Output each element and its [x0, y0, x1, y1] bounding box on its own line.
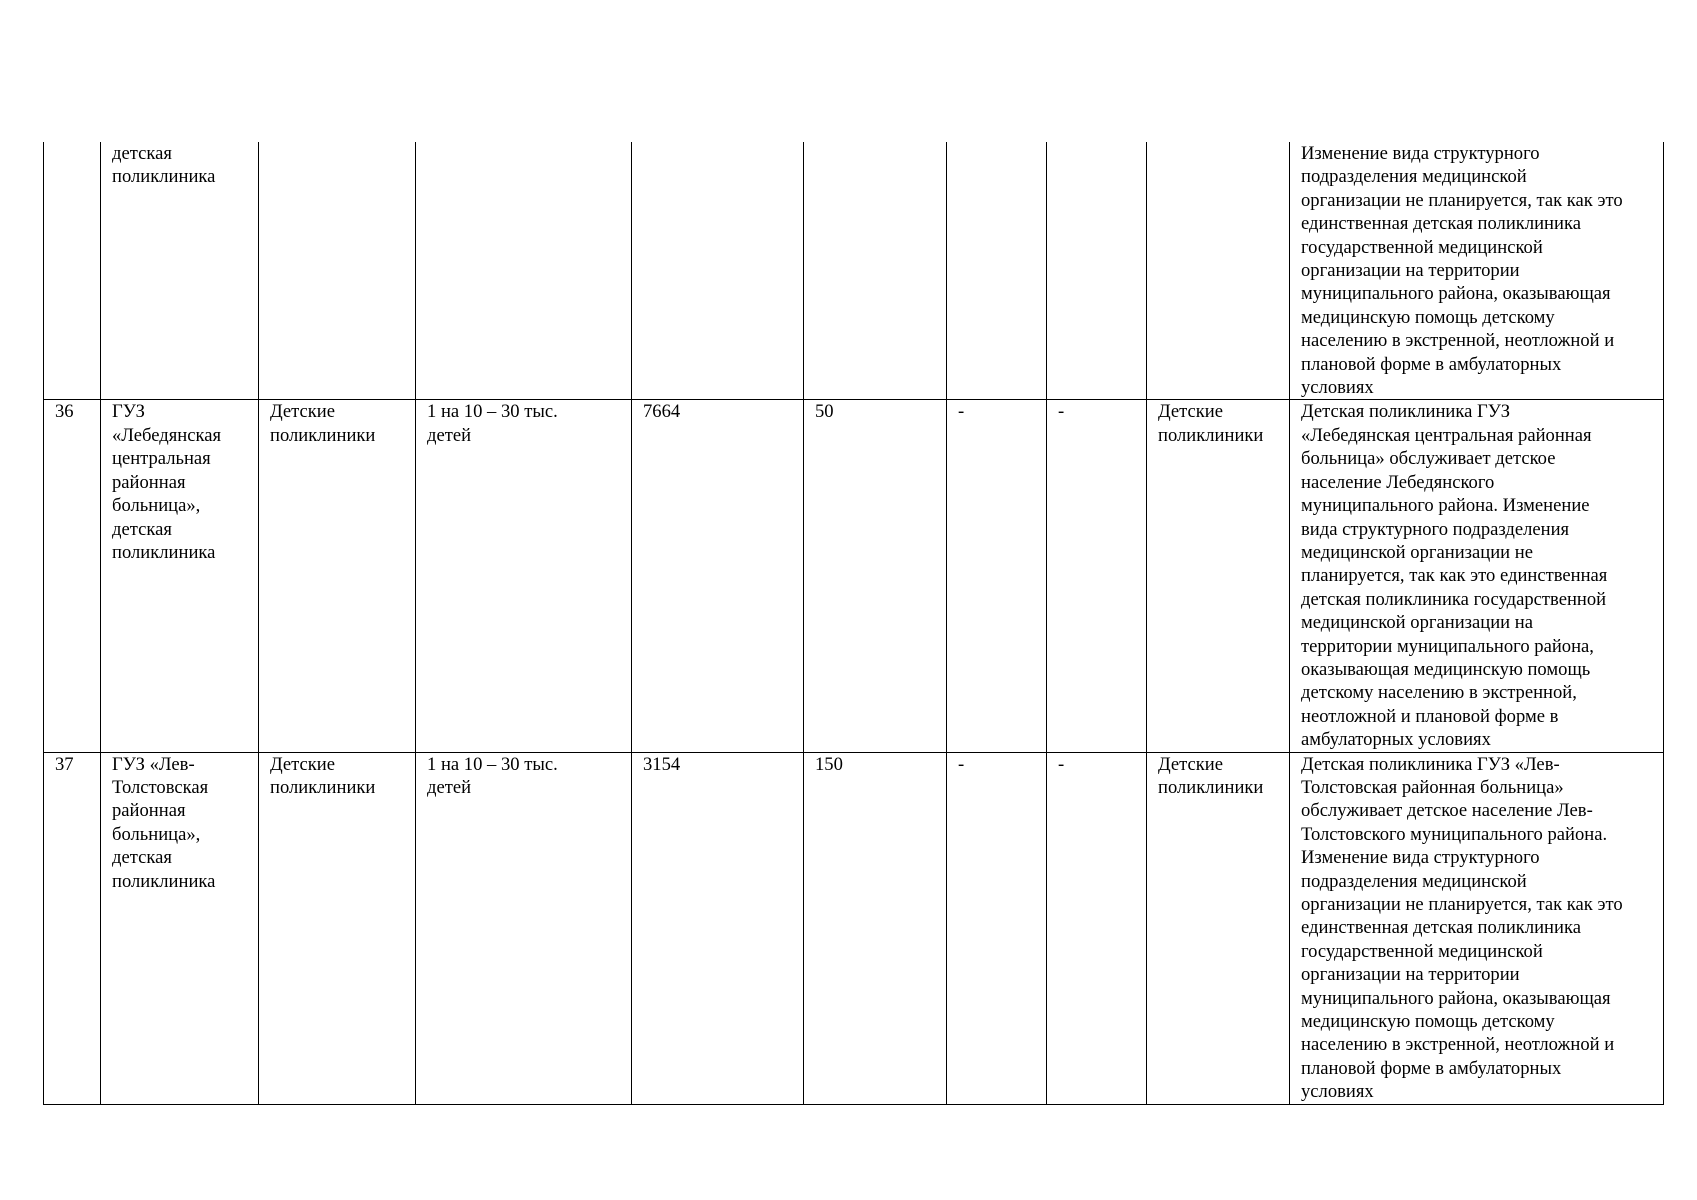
cell-planned-type: Детские поликлиники — [1147, 752, 1290, 1104]
table-row — [44, 400, 1664, 752]
cell-note: Детская поликлиника ГУЗ «Лев- Толстовская районная больница» обслуживает детское население Лев- Толстовского муниципального района. Изменение вида структурного подразделения медицинской организации не планируется, так как это единственная детская поликлиника государственной медицинской организации на территории муниципального района, оказывающая медицинскую помощь детскому населению в экстренной, неотложной и плановой форме в амбулаторных условиях — [1290, 752, 1664, 1104]
cell-col8 — [1047, 142, 1147, 400]
cell-organization: ГУЗ «Лев- Толстовская районная больница», детская поликлиника — [101, 752, 259, 1104]
facilities-table — [43, 142, 1664, 1105]
cell-norm: 1 на 10 – 30 тыс. детей — [416, 752, 632, 1104]
cell-unit-type: Детские поликлиники — [259, 400, 416, 752]
cell-col7: - — [947, 400, 1047, 752]
cell-norm — [416, 142, 632, 400]
cell-number — [44, 142, 101, 400]
cell-planned-type: Детские поликлиники — [1147, 400, 1290, 752]
cell-organization: ГУЗ «Лебедянская центральная районная больница», детская поликлиника — [101, 400, 259, 752]
cell-col8: - — [1047, 400, 1147, 752]
cell-distance — [804, 142, 947, 400]
cell-number: 36 — [44, 400, 101, 752]
cell-population — [632, 142, 804, 400]
cell-distance: 50 — [804, 400, 947, 752]
table-row — [44, 142, 1664, 400]
table-row — [44, 752, 1664, 1104]
cell-population: 3154 — [632, 752, 804, 1104]
cell-note: Детская поликлиника ГУЗ «Лебедянская центральная районная больница» обслуживает детское население Лебедянского муниципального района. Изменение вида структурного подразделения медицинской организации не планируется, так как это единственная детская поликлиника государственной медицинской организации на территории муниципального района, оказывающая медицинскую помощь детскому населению в экстренной, неотложной и плановой форме в амбулаторных условиях — [1290, 400, 1664, 752]
cell-population: 7664 — [632, 400, 804, 752]
cell-col7 — [947, 142, 1047, 400]
cell-col7: - — [947, 752, 1047, 1104]
cell-planned-type — [1147, 142, 1290, 400]
cell-note: Изменение вида структурного подразделения медицинской организации не планируется, так как это единственная детская поликлиника государственной медицинской организации на территории муниципального района, оказывающая медицинскую помощь детскому населению в экстренной, неотложной и плановой форме в амбулаторных условиях — [1290, 142, 1664, 400]
cell-distance: 150 — [804, 752, 947, 1104]
cell-unit-type — [259, 142, 416, 400]
cell-organization: детская поликлиника — [101, 142, 259, 400]
cell-unit-type: Детские поликлиники — [259, 752, 416, 1104]
cell-number: 37 — [44, 752, 101, 1104]
cell-norm: 1 на 10 – 30 тыс. детей — [416, 400, 632, 752]
cell-col8: - — [1047, 752, 1147, 1104]
